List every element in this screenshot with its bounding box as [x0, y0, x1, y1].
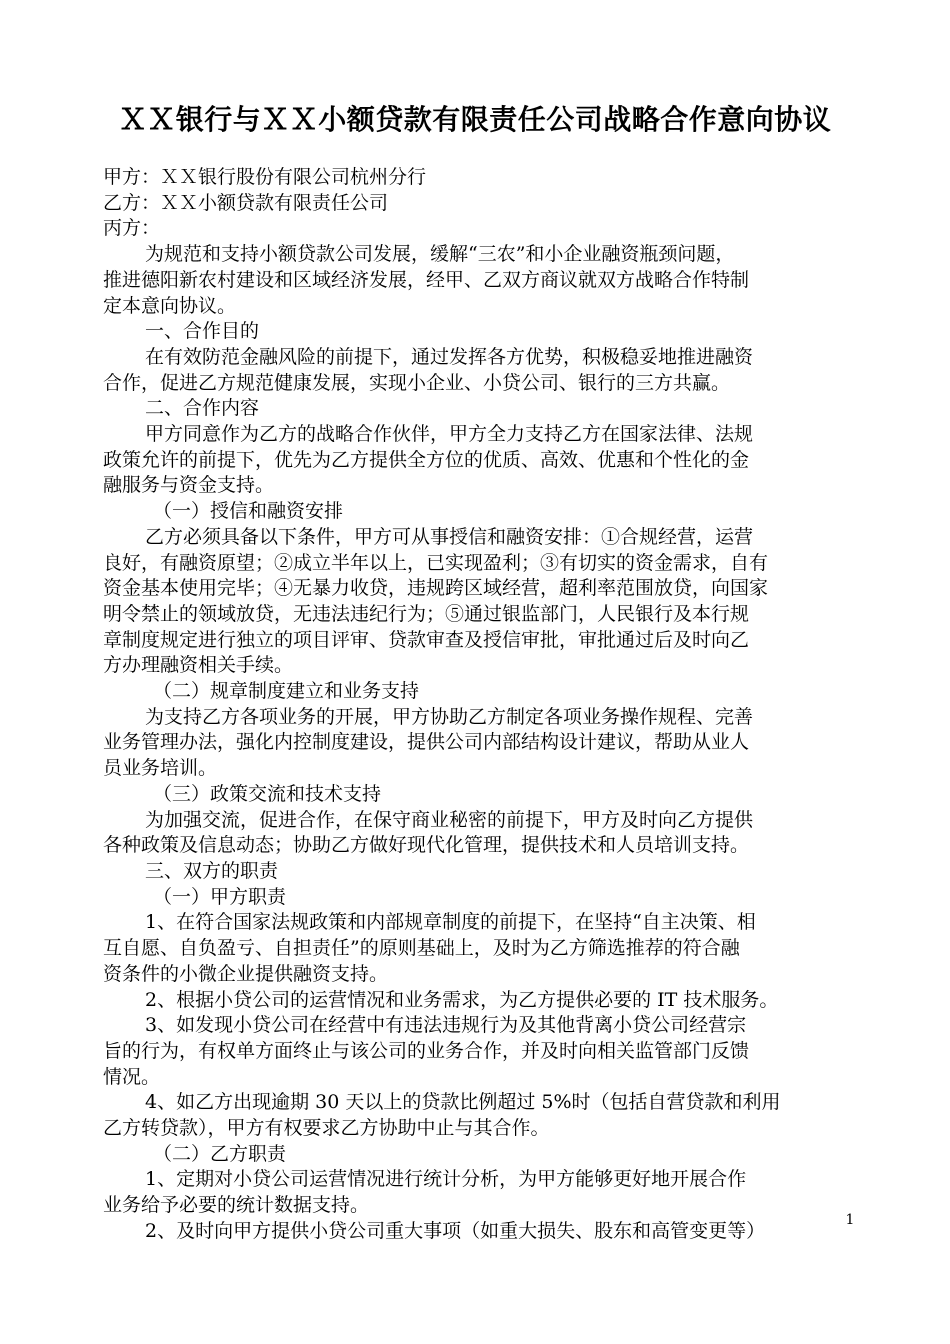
section-heading: 二、合作内容	[145, 397, 260, 420]
text-line: 旨的行为，有权单方面终止与该公司的业务合作，并及时向相关监管部门反馈	[103, 1039, 750, 1062]
text-line: 甲方同意作为乙方的战略合作伙伴，甲方全力支持乙方在国家法律、法规	[145, 423, 754, 446]
subsection-heading: （二）乙方职责	[153, 1142, 287, 1165]
party-c-line: 丙方：	[103, 217, 161, 240]
text-line: 为加强交流，促进合作，在保守商业秘密的前提下，甲方及时向乙方提供	[145, 808, 754, 831]
text-line: 1、定期对小贷公司运营情况进行统计分析，为甲方能够更好地开展合作	[145, 1168, 747, 1191]
section-heading: 一、合作目的	[145, 320, 260, 343]
text-line: 为规范和支持小额贷款公司发展，缓解“三农”和小企业融资瓶颈问题，	[145, 243, 735, 266]
text-line: 3、如发现小贷公司在经营中有违法违规行为及其他背离小贷公司经营宗	[145, 1014, 747, 1037]
text-line: 各种政策及信息动态；协助乙方做好现代化管理，提供技术和人员培训支持。	[103, 834, 750, 857]
text-line: 资金基本使用完毕；④无暴力收贷，违规跨区域经营，超利率范围放贷，向国家	[103, 577, 769, 600]
party-b-line: 乙方：ＸＸ小额贷款有限责任公司	[103, 191, 389, 214]
text-line: 乙方必须具备以下条件，甲方可从事授信和融资安排：①合规经营，运营	[145, 525, 754, 548]
text-line: 4、如乙方出现逾期 30 天以上的贷款比例超过 5%时（包括自营贷款和利用	[145, 1091, 781, 1114]
subsection-heading: （二）规章制度建立和业务支持	[153, 680, 420, 703]
text-line: 资条件的小微企业提供融资支持。	[103, 962, 389, 985]
text-line: 合作，促进乙方规范健康发展，实现小企业、小贷公司、银行的三方共赢。	[103, 371, 731, 394]
text-line: 良好，有融资原望；②成立半年以上，已实现盈利；③有切实的资金需求，自有	[103, 551, 769, 574]
page-number: 1	[845, 1212, 855, 1228]
text-line: 2、及时向甲方提供小贷公司重大事项（如重大损失、股东和高管变更等）	[145, 1219, 766, 1242]
text-line: 明令禁止的领域放贷，无违法违纪行为；⑤通过银监部门，人民银行及本行规	[103, 602, 750, 625]
text-line: 1、在符合国家法规政策和内部规章制度的前提下，在坚持“自主决策、相	[145, 911, 756, 934]
text-line: 融服务与资金支持。	[103, 474, 275, 497]
document-title: ＸＸ银行与ＸＸ小额贷款有限责任公司战略合作意向协议	[118, 103, 832, 136]
text-line: 在有效防范金融风险的前提下，通过发挥各方优势，积极稳妥地推进融资	[145, 345, 754, 368]
section-heading: 三、双方的职责	[145, 859, 279, 882]
document-body	[103, 165, 853, 1245]
subsection-heading: （一）甲方职责	[153, 885, 287, 908]
text-line: 互自愿、自负盈亏、自担责任”的原则基础上，及时为乙方筛选推荐的符合融	[103, 937, 740, 960]
text-line: 定本意向协议。	[103, 294, 237, 317]
text-line: 推进德阳新农村建设和区域经济发展，经甲、乙双方商议就双方战略合作特制	[103, 268, 750, 291]
subsection-heading: （三）政策交流和技术支持	[153, 782, 382, 805]
text-line: 2、根据小贷公司的运营情况和业务需求，为乙方提供必要的 IT 技术服务。	[145, 988, 779, 1011]
text-line: 情况。	[103, 1065, 161, 1088]
party-a-line: 甲方：ＸＸ银行股份有限公司杭州分行	[103, 166, 427, 188]
text-line: 乙方转贷款），甲方有权要求乙方协助中止与其合作。	[103, 1117, 550, 1140]
text-line: 为支持乙方各项业务的开展，甲方协助乙方制定各项业务操作规程、完善	[145, 705, 754, 728]
subsection-heading: （一）授信和融资安排	[153, 500, 344, 523]
text-line: 业务管理办法，强化内控制度建设，提供公司内部结构设计建议，帮助从业人	[103, 731, 750, 754]
text-line: 业务给予必要的统计数据支持。	[103, 1194, 370, 1217]
text-line: 方办理融资相关手续。	[103, 654, 294, 677]
text-line: 政策允许的前提下，优先为乙方提供全方位的优质、高效、优惠和个性化的金	[103, 448, 750, 471]
text-line: 员业务培训。	[103, 757, 218, 780]
text-line: 章制度规定进行独立的项目评审、贷款审查及授信审批，审批通过后及时向乙	[103, 628, 750, 651]
